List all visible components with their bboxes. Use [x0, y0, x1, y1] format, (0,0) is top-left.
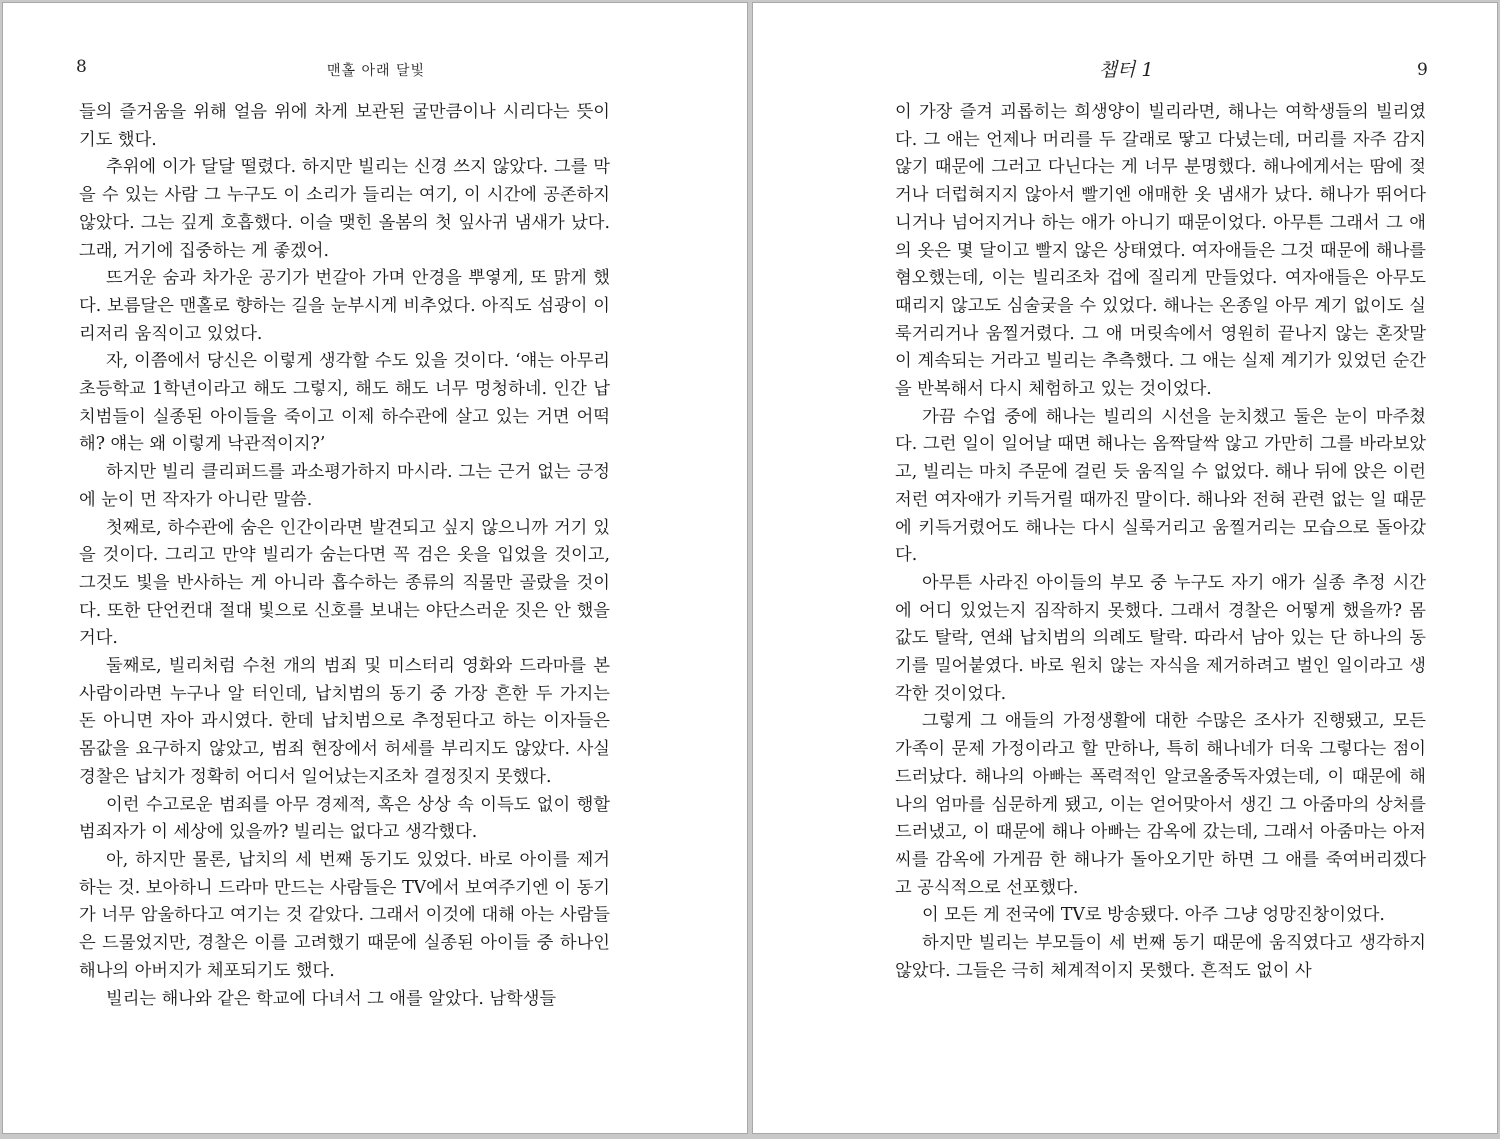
- page-body-text: [895, 99, 1426, 986]
- paragraph: 아, 하지만 물론, 납치의 세 번째 동기도 있었다. 바로 아이를 제거하는 것. 보아하니 드라마 만드는 사람들은 TV에서 보여주기엔 이 동기가 너무 암울하다고 여기는 것 같았다. 그래서 이것에 대해 아는 사람들은 드물었지만, 경찰은 이를 고려했기 때문에 실종된 아이들 중 하나인 해나의 아버지가 체포되기도 했다.: [79, 849, 610, 981]
- paragraph: 하지만 빌리 클리퍼드를 과소평가하지 마시라. 그는 근거 없는 긍정에 눈이 먼 작자가 아니란 말씀.: [79, 462, 610, 510]
- paragraph: 이런 수고로운 범죄를 아무 경제적, 혹은 상상 속 이득도 없이 행할 범죄자가 이 세상에 있을까? 빌리는 없다고 생각했다.: [79, 794, 610, 843]
- paragraph: 이 가장 즐겨 괴롭히는 희생양이 빌리라면, 해나는 여학생들의 빌리였다. 그 애는 언제나 머리를 두 갈래로 땋고 다녔는데, 머리를 자주 감지 않기 때문에 그러고 다닌다는 게 너무 분명했다. 해나에게서는 땀에 젖거나 더럽혀지지 않아서 빨기엔 애매한 옷 냄새가 났다. 해나가 뛰어다니거나 넘어지거나 하는 애가 아니기 때문이었다. 아무튼 그래서 그 애의 옷은 몇 달이고 빨지 않은 상태였다. 여자애들은 그것 때문에 해나를 혐오했는데, 이는 빌리조차 겁에 질리게 만들었다. 여자애들은 아무도 때리지 않고도 심술궂을 수 있었다. 해나는 온종일 아무 계기 없이도 실룩거리거나 움찔거렸다. 그 애 머릿속에서 영원히 끝나지 않는 혼잣말이 계속되는 거라고 빌리는 추측했다. 그 애는 실제 계기가 있었던 순간을 반복해서 다시 체험하고 있는 것이었다.: [895, 102, 1426, 400]
- paragraph: 추위에 이가 달달 떨렸다. 하지만 빌리는 신경 쓰지 않았다. 그를 막을 수 있는 사람 그 누구도 이 소리가 들리는 여기, 이 시간에 공존하지 않았다. 그는 깊게 호흡했다. 이슬 맺힌 올봄의 첫 잎사귀 냄새가 났다. 그래, 거기에 집중하는 게 좋겠어.: [79, 157, 610, 261]
- right-page: [752, 2, 1498, 1134]
- paragraph: 들의 즐거움을 위해 얼음 위에 차게 보관된 굴만큼이나 시리다는 뜻이기도 했다.: [79, 102, 610, 150]
- paragraph: 가끔 수업 중에 해나는 빌리의 시선을 눈치챘고 둘은 눈이 마주쳤다. 그런 일이 일어날 때면 해나는 옴짝달싹 않고 가만히 그를 바라보았고, 빌리는 마치 주문에 걸린 듯 움직일 수 없었다. 해나 뒤에 앉은 이런저런 여자애가 키득거릴 때까진 말이다. 해나와 전혀 관련 없는 일 때문에 키득거렸어도 해나는 다시 실룩거리고 움찔거리는 모습으로 돌아갔다.: [895, 406, 1426, 566]
- paragraph: 이 모든 게 전국에 TV로 방송됐다. 아주 그냥 엉망진창이었다.: [922, 905, 1385, 926]
- paragraph: 뜨거운 숨과 차가운 공기가 번갈아 가며 안경을 뿌옇게, 또 맑게 했다. 보름달은 맨홀로 향하는 길을 눈부시게 비추었다. 아직도 섬광이 이리저리 움직이고 있었다.: [79, 268, 610, 344]
- page-number: 8: [76, 57, 87, 77]
- chapter-title: 챕터 1: [1098, 59, 1154, 81]
- paragraph: 그렇게 그 애들의 가정생활에 대한 수많은 조사가 진행됐고, 모든 가족이 문제 가정이라고 할 만하나, 특히 해나네가 더욱 그렇다는 점이 드러났다. 해나의 아빠는 폭력적인 알코올중독자였는데, 이 때문에 해나의 엄마를 심문하게 됐고, 이는 얻어맞아서 생긴 그 아줌마의 상처를 드러냈고, 이 때문에 해나 아빠는 감옥에 갔는데, 그래서 아줌마는 아저씨를 감옥에 가게끔 한 해나가 돌아오기만 하면 그 애를 죽여버리겠다고 공식적으로 선포했다.: [895, 711, 1426, 898]
- page-body-text: [79, 99, 610, 1013]
- paragraph: 둘째로, 빌리처럼 수천 개의 범죄 및 미스터리 영화와 드라마를 본 사람이라면 누구나 알 터인데, 납치범의 동기 중 가장 흔한 두 가지는 돈 아니면 자아 과시였다. 한데 납치범으로 추정된다고 하는 이자들은 몸값을 요구하지 않았고, 범죄 현장에서 허세를 부리지도 않았다. 사실 경찰은 납치가 정확히 어디서 일어났는지조차 결정짓지 못했다.: [79, 656, 610, 787]
- page-number: 9: [1417, 60, 1428, 80]
- paragraph: 하지만 빌리는 부모들이 세 번째 동기 때문에 움직였다고 생각하지 않았다. 그들은 극히 체계적이지 못했다. 흔적도 없이 사: [895, 933, 1426, 981]
- paragraph: 아무튼 사라진 아이들의 부모 중 누구도 자기 애가 실종 추정 시간에 어디 있었는지 짐작하지 못했다. 그래서 경찰은 어떻게 했을까? 몸값도 탈락, 연쇄 납치범의 의례도 탈락. 따라서 남아 있는 단 하나의 동기를 밀어붙였다. 바로 원치 않는 자식을 제거하려고 벌인 일이라고 생각한 것이었다.: [895, 572, 1426, 704]
- paragraph: 첫째로, 하수관에 숨은 인간이라면 발견되고 싶지 않으니까 거기 있을 것이다. 그리고 만약 빌리가 숨는다면 꼭 검은 옷을 입었을 것이고, 그것도 빛을 반사하는 게 아니라 흡수하는 종류의 직물만 골랐을 것이다. 또한 단언컨대 절대 빛으로 신호를 보내는 야단스러운 짓은 안 했을 거다.: [79, 517, 610, 649]
- paragraph: 자, 이쯤에서 당신은 이렇게 생각할 수도 있을 것이다. ‘얘는 아무리 초등학교 1학년이라고 해도 그렇지, 해도 해도 너무 멍청하네. 인간 납치범들이 실종된 아이들을 죽이고 이제 하수관에 살고 있는 거면 어떡해? 얘는 왜 이렇게 낙관적이지?’: [79, 351, 610, 455]
- running-title: 맨홀 아래 달빛: [326, 63, 426, 79]
- left-page: [2, 2, 748, 1134]
- paragraph: 빌리는 해나와 같은 학교에 다녀서 그 애를 알았다. 남학생들: [106, 988, 557, 1009]
